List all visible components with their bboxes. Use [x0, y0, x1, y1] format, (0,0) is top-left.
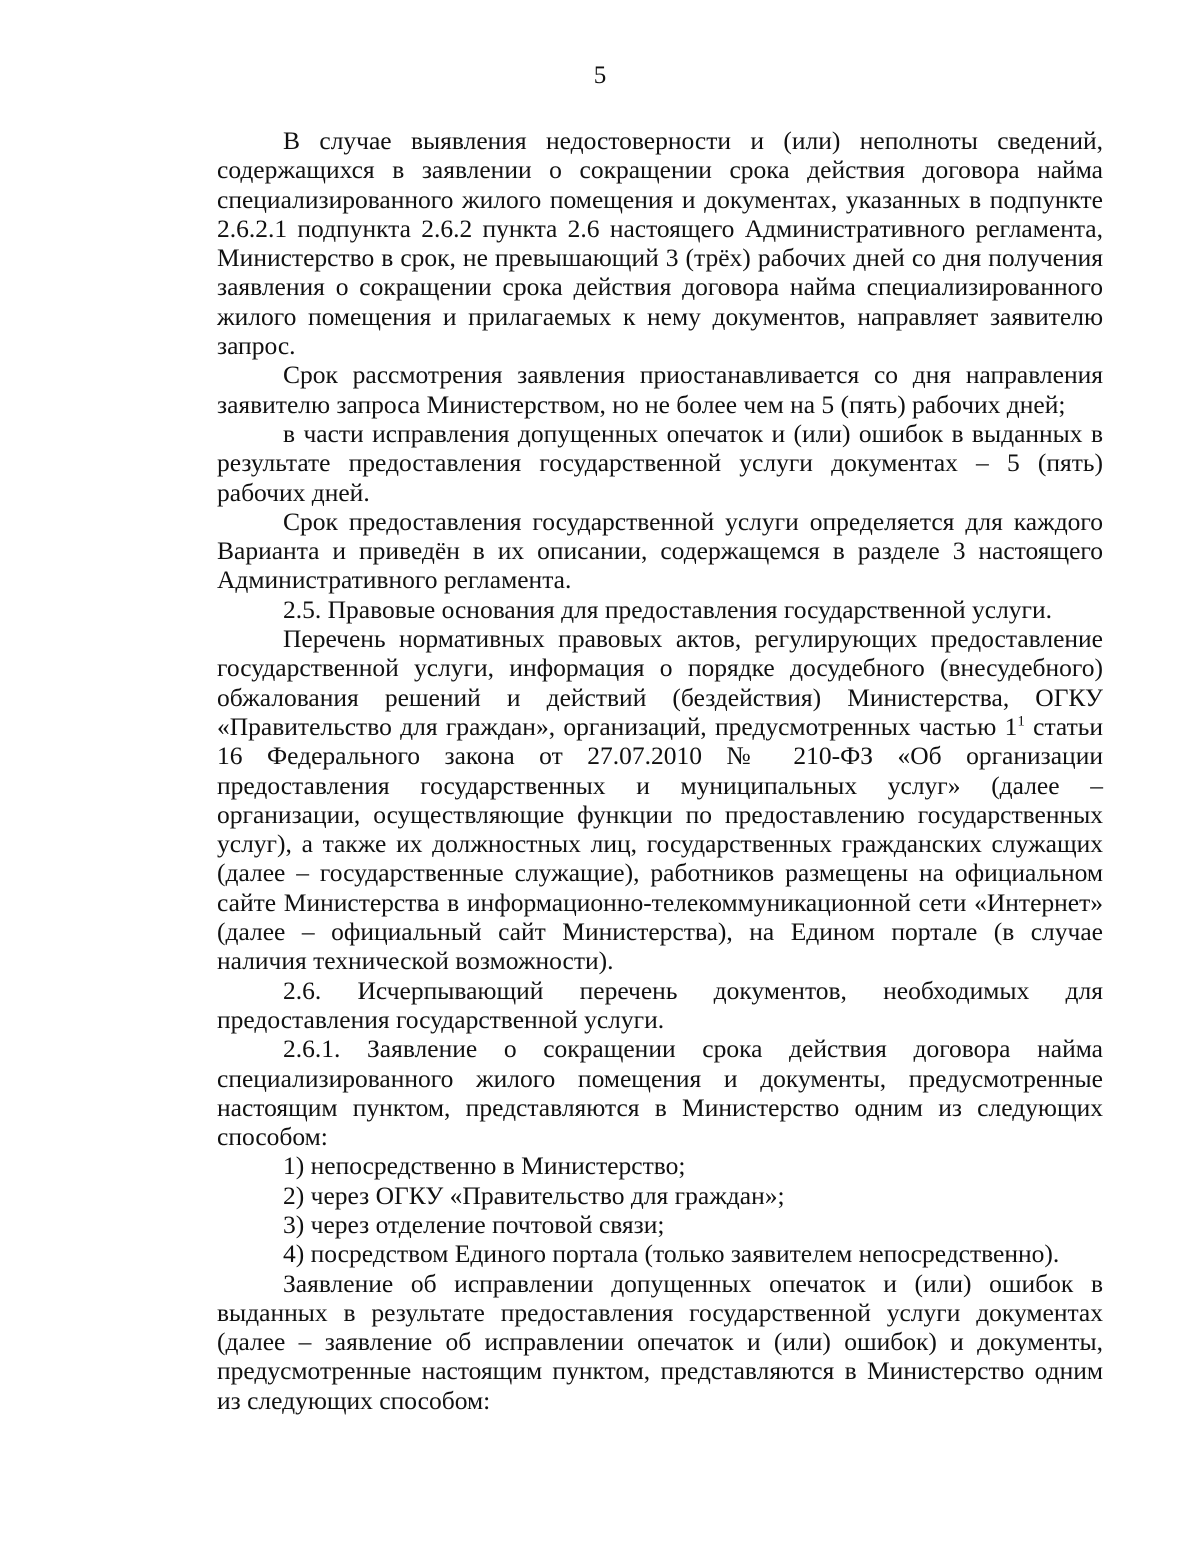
paragraph-corrections-term: в части исправления допущенных опечаток и (или) ошибок в выданных в результате предоставления государственной услуги документах – 5 (пять) рабочих дней.: [217, 418, 1103, 507]
footnote-superscript: 1: [1017, 713, 1025, 730]
list-item-3: 3) через отделение почтовой связи;: [283, 1209, 665, 1239]
paragraph-suspension-term: Срок рассмотрения заявления приостанавливается со дня направления заявителю запроса Министерством, но не более чем на 5 (пять) рабочих дней;: [217, 360, 1103, 419]
list-item-1: 1) непосредственно в Министерство;: [283, 1151, 686, 1181]
legal-acts-text-part2: статьи 16 Федерального закона от 27.07.2010 № 210-ФЗ «Об организации предоставления государственных и муниципальных услуг» (далее – организации, осуществляющие функции по предоставлению государственных услуг), а также их должностных лиц, государственных гражданских служащих (далее – государственные служащие), работников размещены на официальном сайте Министерства в информационно-телекоммуникационной сети «Интернет» (далее – официальный сайт Министерства), на Едином портале (в случае наличия технической возможности).: [217, 711, 1103, 976]
list-item-4: 4) посредством Единого портала (только заявителем непосредственно).: [283, 1239, 1060, 1269]
paragraph-legal-acts-list: [217, 624, 1103, 976]
list-item-2: 2) через ОГКУ «Правительство для граждан»;: [283, 1180, 785, 1210]
page-number: 5: [593, 62, 607, 89]
legal-acts-text-part1: Перечень нормативных правовых актов, регулирующих предоставление государственной услуги, информация о порядке досудебного (внесудебного) обжалования решений и действий (бездействия) Министерства, ОГКУ «Правительство для граждан», организаций, предусмотренных частью 1: [217, 624, 1103, 741]
paragraph-corrections-application: Заявление об исправлении допущенных опечаток и (или) ошибок в выданных в результате предоставления государственной услуги документах (далее – заявление об исправлении опечаток и (или) ошибок) и документы, предусмотренные настоящим пунктом, представляются в Министерство одним из следующих способом:: [217, 1268, 1103, 1415]
document-body: [217, 126, 1103, 1415]
paragraph-service-term: Срок предоставления государственной услуги определяется для каждого Варианта и приведён в их описании, содержащемся в разделе 3 настоящего Административного регламента.: [217, 506, 1103, 595]
paragraph-2-6-1: 2.6.1. Заявление о сокращении срока действия договора найма специализированного жилого помещения и документы, предусмотренные настоящим пунктом, представляются в Министерство одним из следующих способом:: [217, 1034, 1103, 1152]
section-heading-2-5: 2.5. Правовые основания для предоставления государственной услуги.: [283, 594, 1053, 624]
section-heading-2-6: 2.6. Исчерпывающий перечень документов, необходимых для предоставления государственной услуги.: [217, 975, 1103, 1034]
paragraph-incomplete-info-request: В случае выявления недостоверности и (или) неполноты сведений, содержащихся в заявлении о сокращении срока действия договора найма специализированного жилого помещения и документах, указанных в подпункте 2.6.2.1 подпункта 2.6.2 пункта 2.6 настоящего Административного регламента, Министерство в срок, не превышающий 3 (трёх) рабочих дней со дня получения заявления о сокращении срока действия договора найма специализированного жилого помещения и прилагаемых к нему документов, направляет заявителю запрос.: [217, 126, 1103, 361]
